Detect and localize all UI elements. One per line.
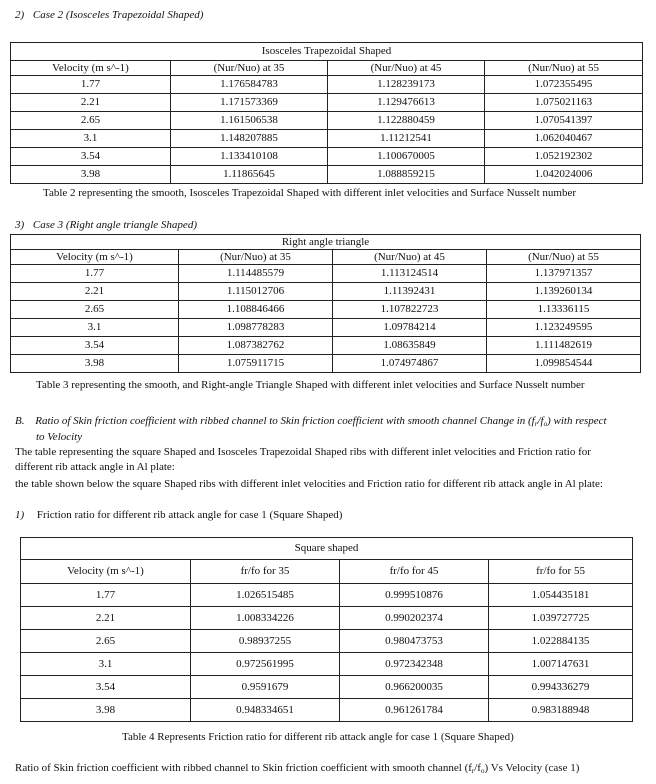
table-row (11, 283, 641, 301)
table-cell: 1.108846466 (179, 301, 333, 319)
table-cell: 1.054435181 (489, 584, 633, 607)
table-cell: 1.77 (11, 76, 171, 94)
table-cell: 1.075021163 (485, 94, 643, 112)
table-cell: 1.098778283 (179, 319, 333, 337)
table-cell: 1.052192302 (485, 148, 643, 166)
table-cell: 0.972342348 (340, 653, 489, 676)
table-cell: 1.074974867 (333, 355, 487, 373)
table-cell: 1.039727725 (489, 607, 633, 630)
case3-heading (15, 219, 197, 231)
table-cell: 1.022884135 (489, 630, 633, 653)
table4-header-cell: fr/fo for 45 (340, 560, 489, 584)
table-row (21, 699, 633, 722)
table-row (11, 355, 641, 373)
table-cell: 1.026515485 (191, 584, 340, 607)
case3-title: Case 3 (Right angle triangle Shaped) (32, 219, 197, 231)
table-cell: 1.007147631 (489, 653, 633, 676)
table-cell: 1.099854544 (487, 355, 641, 373)
table-cell: 0.990202374 (340, 607, 489, 630)
bottom-line (15, 762, 579, 775)
table3-title: Right angle triangle (11, 235, 641, 250)
table2-header-cell: (Nur/Nuo) at 55 (485, 61, 643, 76)
table-row (11, 112, 643, 130)
table-cell: 1.176584783 (171, 76, 328, 94)
table-cell: 1.77 (21, 584, 191, 607)
table-cell: 1.148207885 (171, 130, 328, 148)
table3-header-cell: Velocity (m s^-1) (11, 250, 179, 265)
table-cell: 1.123249595 (487, 319, 641, 337)
table-cell: 0.999510876 (340, 584, 489, 607)
table-row (11, 301, 641, 319)
table-cell: 3.54 (21, 676, 191, 699)
table-cell: 1.087382762 (179, 337, 333, 355)
table-cell: 3.1 (11, 319, 179, 337)
table4-title: Square shaped (21, 538, 633, 560)
table-cell: 1.072355495 (485, 76, 643, 94)
table4-header-cell: fr/fo for 35 (191, 560, 340, 584)
case2-title: Case 2 (Isosceles Trapezoidal Shaped) (32, 9, 204, 21)
case2-heading (15, 9, 203, 21)
table-cell: 1.77 (11, 265, 179, 283)
table-cell: 2.65 (21, 630, 191, 653)
table4 (20, 537, 633, 722)
table-cell: 3.1 (11, 130, 171, 148)
table-cell: 1.062040467 (485, 130, 643, 148)
table4-header-row (21, 560, 633, 584)
table-cell: 1.008334226 (191, 607, 340, 630)
paragraph-1-line2: different rib attack angle in Al plate: (15, 461, 175, 473)
table3-header-cell: (Nur/Nuo) at 45 (333, 250, 487, 265)
table-cell: 1.11865645 (171, 166, 328, 184)
table-row (21, 607, 633, 630)
table-cell: 3.54 (11, 337, 179, 355)
section-b-sub-r: r (534, 420, 538, 428)
table-cell: 1.171573369 (171, 94, 328, 112)
table-cell: 3.54 (11, 148, 171, 166)
bottom-line-end: ) Vs Velocity (case 1) (484, 762, 580, 774)
table3-header-cell: (Nur/Nuo) at 35 (179, 250, 333, 265)
table-row (11, 94, 643, 112)
section-b-title-text: Ratio of Skin friction coefficient with ribbed channel to Skin friction coefficient with smooth channel Change in (f (35, 415, 535, 427)
table4-header-cell: Velocity (m s^-1) (21, 560, 191, 584)
table-cell: 0.972561995 (191, 653, 340, 676)
section-b-sub-o: o (543, 420, 548, 428)
bottom-line-text: Ratio of Skin friction coefficient with ribbed channel to Skin friction coefficient with smooth channel (f (15, 762, 472, 774)
table-cell: 1.075911715 (179, 355, 333, 373)
friction-subheading-text: Friction ratio for different rib attack angle for case 1 (Square Shaped) (36, 509, 343, 521)
table2-header-cell: (Nur/Nuo) at 45 (328, 61, 485, 76)
table3 (10, 234, 641, 373)
table-cell: 1.137971357 (487, 265, 641, 283)
section-b-title-end: ) with respect (547, 415, 607, 427)
table-row (11, 166, 643, 184)
table-cell: 1.100670005 (328, 148, 485, 166)
table-cell: 1.129476613 (328, 94, 485, 112)
table4-header-cell: fr/fo for 55 (489, 560, 633, 584)
table3-header-cell: (Nur/Nuo) at 55 (487, 250, 641, 265)
table-cell: 3.98 (11, 355, 179, 373)
table-cell: 2.65 (11, 301, 179, 319)
table-cell: 0.98937255 (191, 630, 340, 653)
case3-number: 3) (15, 219, 25, 231)
table2-header-cell: Velocity (m s^-1) (11, 61, 171, 76)
table-row (21, 630, 633, 653)
table2-header-row (11, 61, 643, 76)
table-cell: 1.08635849 (333, 337, 487, 355)
table-cell: 3.1 (21, 653, 191, 676)
table-cell: 1.128239173 (328, 76, 485, 94)
table-cell: 2.65 (11, 112, 171, 130)
table-cell: 1.114485579 (179, 265, 333, 283)
bottom-line-slash-f: /f (474, 762, 481, 774)
table2-title: Isosceles Trapezoidal Shaped (11, 43, 643, 61)
table-cell: 1.070541397 (485, 112, 643, 130)
bottom-line-sub-r: r (471, 767, 475, 775)
section-b-slash-f: /f (537, 415, 544, 427)
case2-number: 2) (15, 9, 25, 21)
friction-subheading-number: 1) (15, 509, 25, 521)
paragraph-2: the table shown below the square Shaped ribs with different inlet velocities and Friction ratio for different rib attack angle in Al plate: (15, 478, 603, 490)
table-cell: 1.107822723 (333, 301, 487, 319)
table-cell: 1.115012706 (179, 283, 333, 301)
table2 (10, 42, 643, 184)
section-b-label: B. (15, 415, 25, 427)
table-cell: 1.11212541 (328, 130, 485, 148)
table-cell: 1.11392431 (333, 283, 487, 301)
friction-subheading (15, 509, 342, 521)
table2-header-cell: (Nur/Nuo) at 35 (171, 61, 328, 76)
bottom-line-sub-o: o (480, 767, 485, 775)
table-row (21, 676, 633, 699)
table-cell: 2.21 (11, 94, 171, 112)
table3-header-row (11, 250, 641, 265)
paragraph-1-line1: The table representing the square Shaped and Isosceles Trapezoidal Shaped ribs with different inlet velocities and Friction ratio for (15, 446, 591, 458)
table4-caption: Table 4 Represents Friction ratio for different rib attack angle for case 1 (Square Shaped) (122, 731, 514, 743)
table-row (11, 76, 643, 94)
table-cell: 0.9591679 (191, 676, 340, 699)
table-cell: 1.113124514 (333, 265, 487, 283)
table-cell: 0.994336279 (489, 676, 633, 699)
table-row (21, 653, 633, 676)
table-cell: 1.111482619 (487, 337, 641, 355)
section-b-title-line2: to Velocity (36, 431, 83, 443)
table-cell: 1.161506538 (171, 112, 328, 130)
table-cell: 1.042024006 (485, 166, 643, 184)
table-cell: 1.122880459 (328, 112, 485, 130)
table-cell: 3.98 (11, 166, 171, 184)
table2-caption: Table 2 representing the smooth, Isosceles Trapezoidal Shaped with different inlet velocities and Surface Nusselt number (43, 187, 577, 199)
table-cell: 3.98 (21, 699, 191, 722)
table-row (11, 265, 641, 283)
table-cell: 1.133410108 (171, 148, 328, 166)
section-b-heading (15, 415, 651, 431)
table-cell: 0.961261784 (340, 699, 489, 722)
table-cell: 2.21 (11, 283, 179, 301)
section-b-title-line1 (35, 415, 606, 427)
table-cell: 0.983188948 (489, 699, 633, 722)
table-cell: 0.980473753 (340, 630, 489, 653)
table-cell: 2.21 (21, 607, 191, 630)
table-cell: 1.13336115 (487, 301, 641, 319)
table-row (11, 319, 641, 337)
table-row (11, 130, 643, 148)
table-cell: 1.139260134 (487, 283, 641, 301)
table-cell: 1.088859215 (328, 166, 485, 184)
table-cell: 0.948334651 (191, 699, 340, 722)
table-row (11, 148, 643, 166)
table-cell: 0.966200035 (340, 676, 489, 699)
table-row (11, 337, 641, 355)
table3-caption: Table 3 representing the smooth, and Right-angle Triangle Shaped with different inlet velocities and Surface Nusselt number (36, 379, 585, 391)
table-cell: 1.09784214 (333, 319, 487, 337)
table-row (21, 584, 633, 607)
